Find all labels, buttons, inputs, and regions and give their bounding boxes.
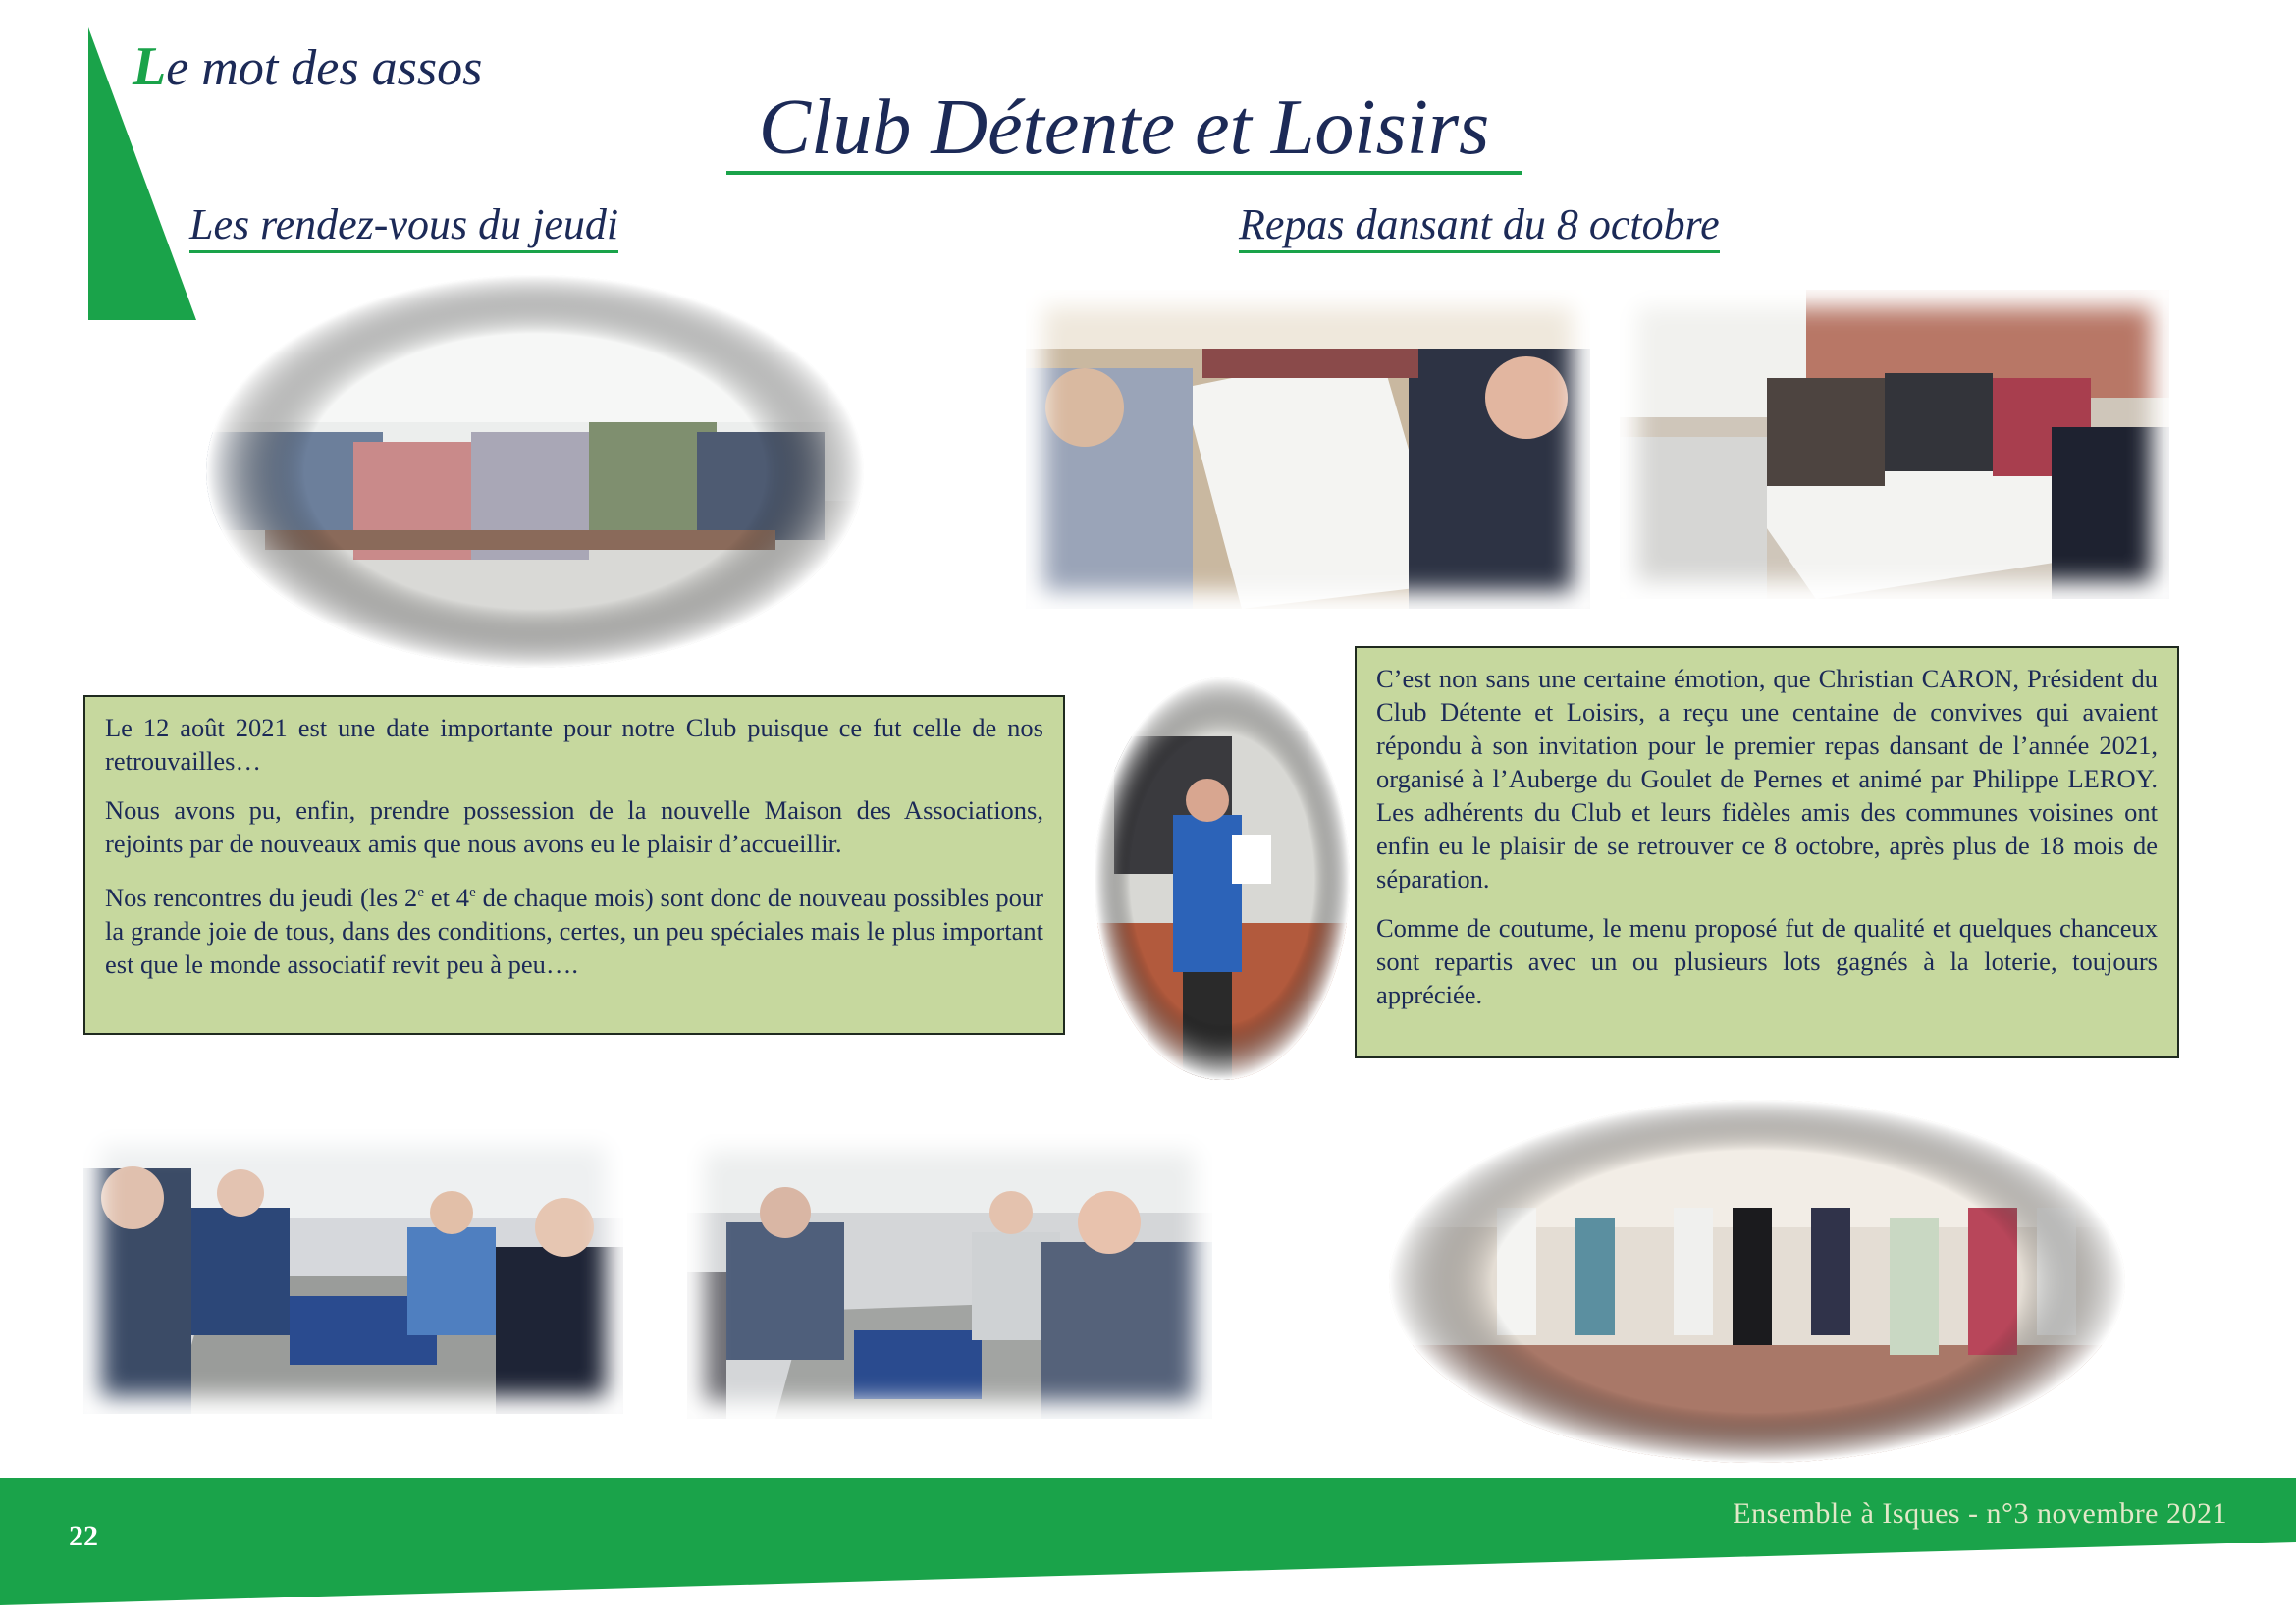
page-number: 22 xyxy=(69,1520,98,1552)
jeudi-paragraph-1: Le 12 août 2021 est une date importante pour notre Club puisque ce fut celle de nos retrouvailles… xyxy=(105,713,1043,776)
jeudi-sup-2: e xyxy=(469,885,476,900)
section-label-initial: L xyxy=(133,36,167,97)
photo-president-microphone xyxy=(1095,677,1350,1080)
jeudi-paragraph-3-start: Nos rencontres du jeudi (les 2 xyxy=(105,882,418,912)
page-title: Club Détente et Loisirs xyxy=(726,84,1522,175)
photo-dance-floor xyxy=(1389,1100,2125,1463)
text-box-rendez-vous-jeudi xyxy=(83,695,1065,1035)
jeudi-paragraph-3-mid: et 4 xyxy=(423,882,470,912)
photo-club-room xyxy=(206,275,864,668)
photo-card-game-1 xyxy=(83,1129,623,1414)
text-box-repas-dansant xyxy=(1355,646,2179,1058)
section-label-text: e mot des assos xyxy=(166,40,483,96)
jeudi-paragraph-2: Nous avons pu, enfin, prendre possession de la nouvelle Maison des Associations, rejoints par de nouveaux amis que nous avons eu le plaisir d’accueillir. xyxy=(105,795,1043,858)
repas-paragraph-2: Comme de coutume, le menu proposé fut de qualité et quelques chanceux sont repartis avec un ou plusieurs lots gagnés à la loterie, toujours appréciée. xyxy=(1376,913,2158,1009)
photo-card-game-2 xyxy=(687,1134,1212,1419)
subhead-repas-dansant: Repas dansant du 8 octobre xyxy=(1239,200,1720,253)
footer-publication: Ensemble à Isques - n°3 novembre 2021 xyxy=(1733,1497,2227,1530)
jeudi-sup-1: e xyxy=(417,885,424,900)
photo-repas-table-2 xyxy=(1620,290,2169,599)
jeudi-paragraph-3-end: de chaque mois) sont donc de nouveau possibles pour la grande joie de tous, dans des conditions, certes, un peu spéciales mais le plus important est que le monde associatif revit peu à peu…. xyxy=(105,882,1044,979)
photo-repas-table-1 xyxy=(1026,290,1590,609)
section-label xyxy=(133,35,482,98)
jeudi-paragraph-3 xyxy=(105,876,1043,981)
subhead-rendez-vous-jeudi: Les rendez-vous du jeudi xyxy=(189,200,618,253)
repas-paragraph-1: C’est non sans une certaine émotion, que Christian CARON, Président du Club Détente et Loisirs, a reçu une centaine de convives qui avaient répondu à son invitation pour le premier repas dansant de l’année 2021, organisé à l’Auberge du Goulet de Pernes et animé par Philippe LEROY. Les adhérents du Club et leurs fidèles amis des communes voisines ont enfin eu le plaisir de se retrouver ce 8 octobre, après plus de 18 mois de séparation. xyxy=(1376,664,2158,893)
